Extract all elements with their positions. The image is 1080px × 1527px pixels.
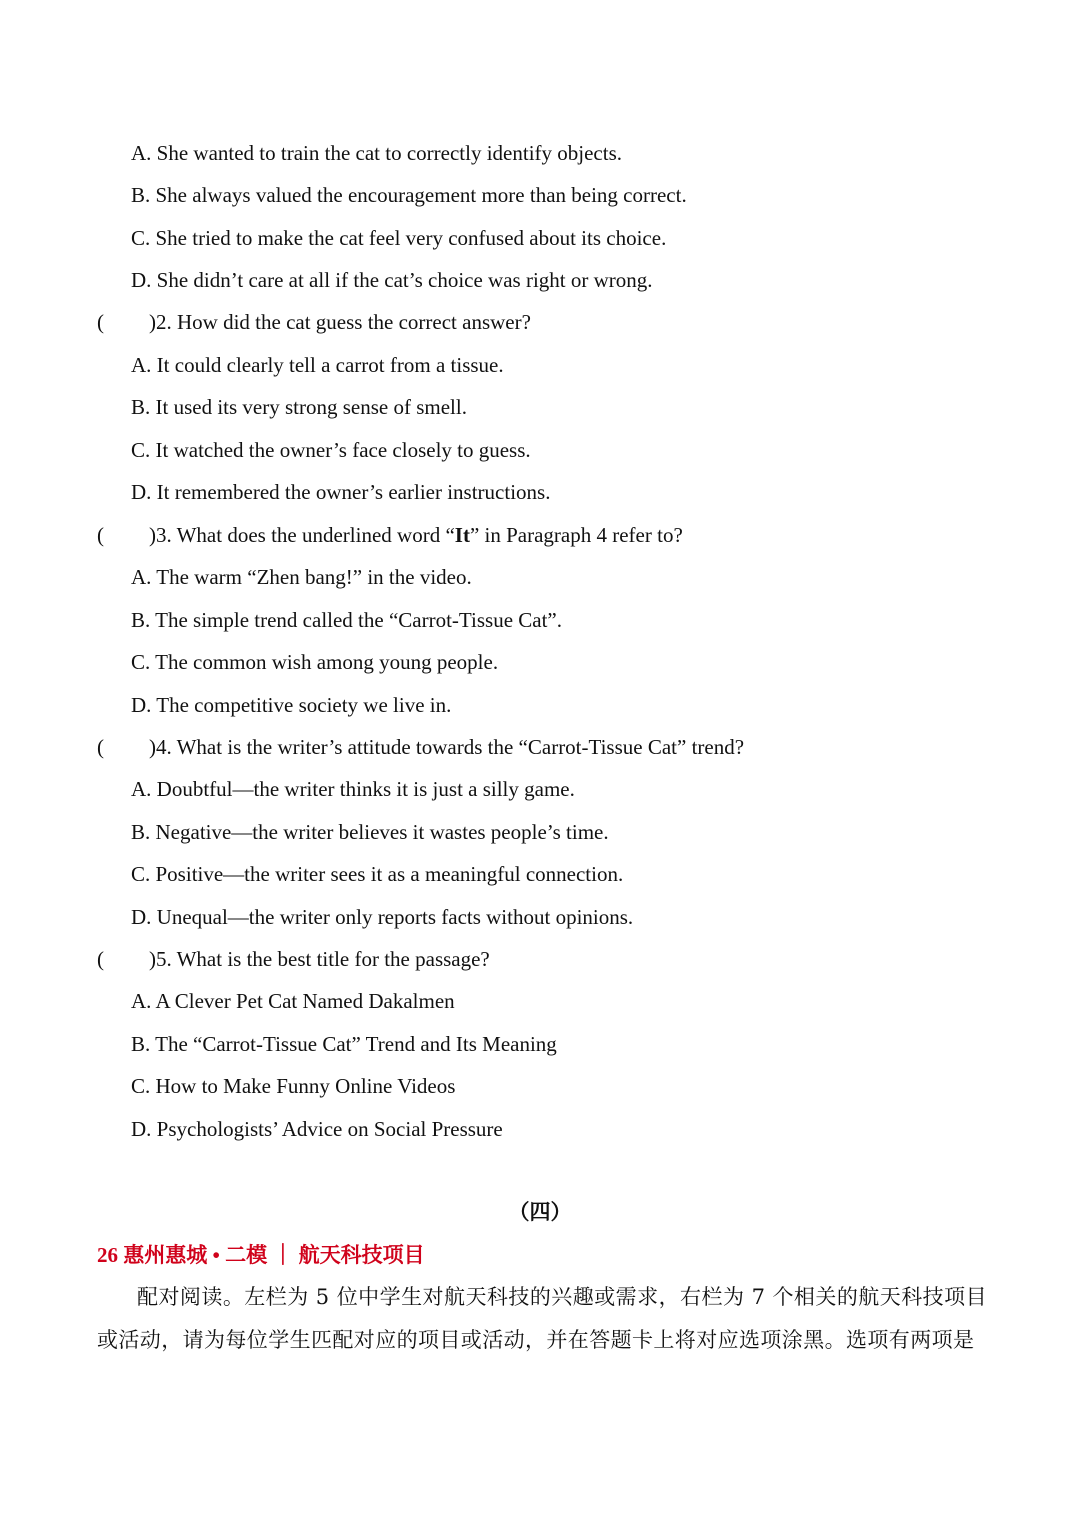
q5-stem	[97, 946, 490, 972]
answer-blank[interactable]: (	[97, 735, 104, 759]
q3-option-a: A. The warm “Zhen bang!” in the video.	[131, 565, 472, 589]
q2-option-a: A. It could clearly tell a carrot from a tissue.	[131, 353, 504, 377]
section-title: （四）	[508, 1200, 572, 1224]
answer-blank[interactable]: (	[97, 947, 104, 971]
q1-option-d: D. She didn’t care at all if the cat’s choice was right or wrong.	[131, 268, 653, 292]
q4-stem	[97, 734, 744, 760]
q5-option-b: B. The “Carrot-Tissue Cat” Trend and Its Meaning	[131, 1032, 557, 1056]
q4-option-c: C. Positive—the writer sees it as a meaningful connection.	[131, 862, 624, 886]
q5-option-d: D. Psychologists’ Advice on Social Pressure	[131, 1117, 503, 1141]
q3-option-b: B. The simple trend called the “Carrot-Tissue Cat”.	[131, 608, 562, 632]
q2-option-d: D. It remembered the owner’s earlier instructions.	[131, 480, 551, 504]
q5-option-c: C. How to Make Funny Online Videos	[131, 1074, 456, 1098]
q3-stem-after: ” in Paragraph 4 refer to?	[469, 523, 683, 547]
q3-option-c: C. The common wish among young people.	[131, 650, 499, 674]
q1-option-c: C. She tried to make the cat feel very confused about its choice.	[131, 226, 667, 250]
q3-stem	[97, 522, 683, 548]
q4-option-b: B. Negative—the writer believes it wastes people’s time.	[131, 820, 609, 844]
source-line: 26 惠州惠城 • 二模 ｜ 航天科技项目	[97, 1243, 425, 1267]
q1-option-a: A. She wanted to train the cat to correctly identify objects.	[131, 141, 623, 165]
q2-option-b: B. It used its very strong sense of smell.	[131, 395, 467, 419]
q2-stem-text: )2. How did the cat guess the correct answer?	[149, 310, 531, 334]
instructions-paragraph: 配对阅读。左栏为 5 位中学生对航天科技的兴趣或需求，右栏为 7 个相关的航天科技项目或活动，请为每位学生匹配对应的项目或活动，并在答题卡上将对应选项涂黑。选项有两项是	[97, 1285, 987, 1352]
q4-option-d: D. Unequal—the writer only reports facts without opinions.	[131, 905, 634, 929]
q5-stem-text: )5. What is the best title for the passage?	[149, 947, 490, 971]
answer-blank[interactable]: (	[97, 310, 104, 334]
q3-option-d: D. The competitive society we live in.	[131, 693, 452, 717]
q3-stem-before: )3. What does the underlined word “	[149, 523, 455, 547]
q1-option-b: B. She always valued the encouragement more than being correct.	[131, 183, 687, 207]
q5-option-a: A. A Clever Pet Cat Named Dakalmen	[131, 989, 455, 1013]
q4-stem-text: )4. What is the writer’s attitude towards the “Carrot-Tissue Cat” trend?	[149, 735, 745, 759]
answer-blank[interactable]: (	[97, 523, 104, 547]
q2-option-c: C. It watched the owner’s face closely to guess.	[131, 438, 531, 462]
q2-stem	[97, 309, 531, 335]
q4-option-a: A. Doubtful—the writer thinks it is just a silly game.	[131, 777, 575, 801]
q3-underlined-word: It	[454, 523, 470, 547]
